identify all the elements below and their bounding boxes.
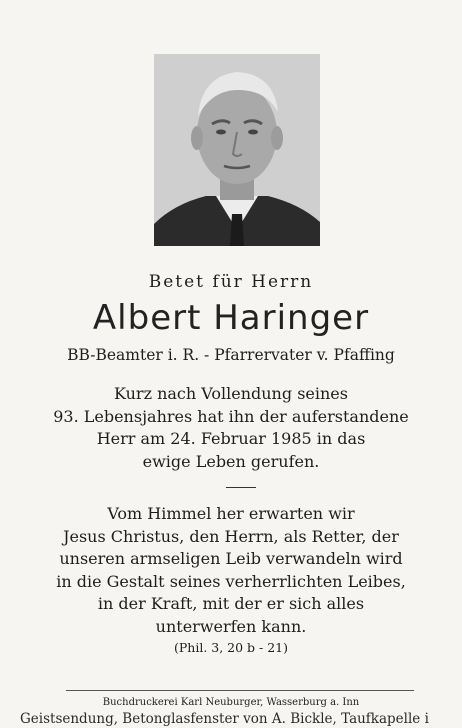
printer-credit: Buchdruckerei Karl Neuburger, Wasserburg a. Inn [102, 697, 360, 708]
portrait-photo [154, 54, 320, 246]
divider-line [226, 487, 256, 488]
scripture-paragraph [0, 503, 462, 639]
cut-off-text: Geistsendung, Betonglasfenster von A. Bickle, Taufkapelle i [20, 711, 429, 727]
scripture-citation: (Phil. 3, 20 b - 21) [173, 640, 288, 655]
footer-rule [66, 690, 414, 691]
deceased-name: Albert Haringer [92, 298, 370, 338]
paragraph-line: Kurz nach Vollendung seines [114, 384, 348, 403]
intro-line: Betet für Herrn [148, 272, 314, 292]
paragraph-line: 93. Lebensjahres hat ihn der auferstandene [53, 406, 409, 426]
paragraph-line: Herr am 24. Februar 1985 in das [96, 429, 366, 448]
deceased-title: BB-Beamter i. R. - Pfarrervater v. Pfaffing [67, 346, 395, 364]
paragraph-line: in die Gestalt seines verherrlichten Leibes, [56, 571, 406, 591]
paragraph-line: unterwerfen kann. [155, 616, 307, 636]
paragraph-line: Jesus Christus, den Herrn, als Retter, der [63, 526, 399, 546]
portrait-icon [154, 54, 320, 246]
paragraph-line: ewige Leben gerufen. [142, 451, 320, 471]
paragraph-line: Vom Himmel her erwarten wir [107, 504, 355, 523]
paragraph-line: unseren armseligen Leib verwandeln wird [59, 549, 403, 569]
death-notice-paragraph [0, 383, 462, 473]
paragraph-line: in der Kraft, mit der er sich alles [97, 594, 365, 614]
